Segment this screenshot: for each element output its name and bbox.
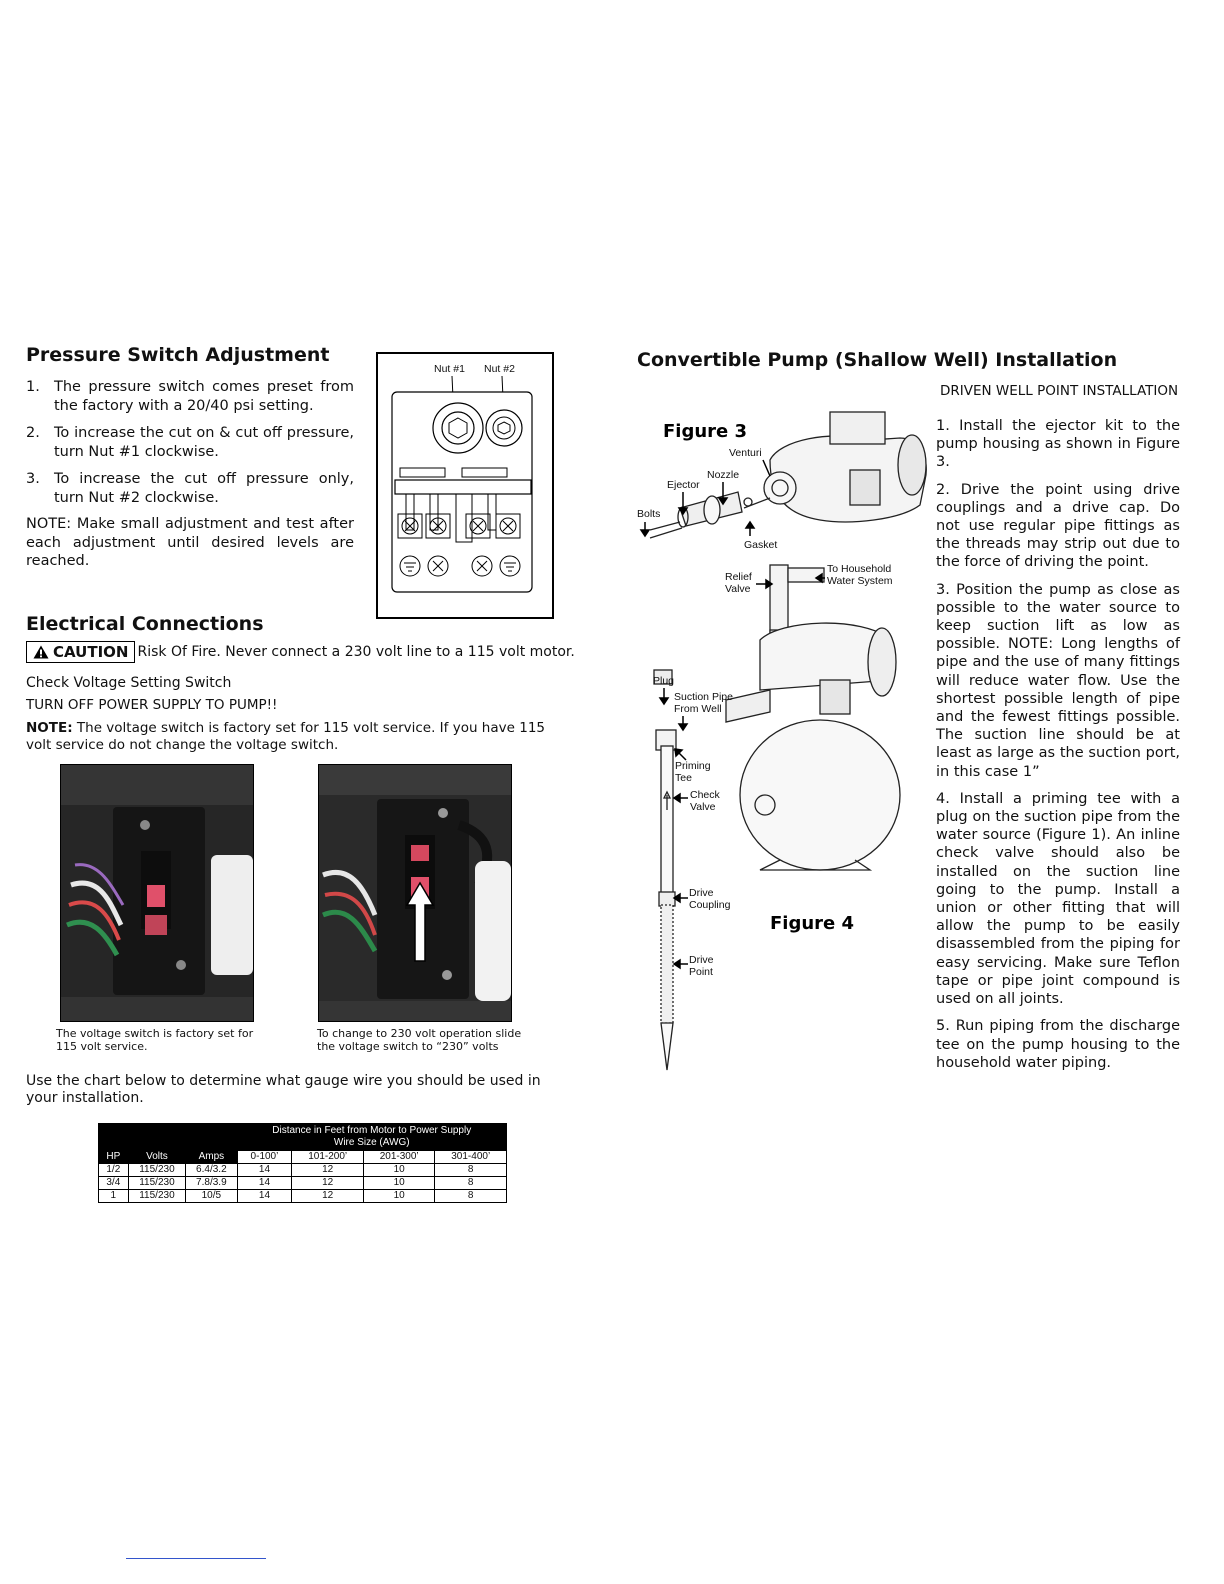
- caution-badge: CAUTION: [26, 641, 135, 663]
- gasket-label: Gasket: [744, 539, 778, 551]
- table-header-distance: Distance in Feet from Motor to Power Supply Wire Size (AWG): [237, 1124, 507, 1151]
- ejector-label: Ejector: [667, 479, 700, 491]
- plug-label: Plug: [653, 675, 675, 687]
- list-item: 1. Install the ejector kit to the pump housing as shown in Figure 3.: [936, 418, 1180, 471]
- photo-115-caption: The voltage switch is factory set for 115 volt service.: [56, 1027, 254, 1053]
- convertible-title: Convertible Pump (Shallow Well) Installation: [637, 349, 1118, 371]
- drive-coupling-label-1: Drive: [689, 887, 714, 899]
- pressure-switch-diagram: [376, 352, 554, 620]
- venturi-label: Venturi: [729, 447, 762, 459]
- priming-label-2: Tee: [675, 772, 692, 784]
- voltage-note: NOTE: The voltage switch is factory set for 115 volt service. If you have 115 volt service do not change the voltage switch.: [26, 720, 545, 753]
- bolts-label: Bolts: [637, 508, 661, 520]
- column-header: 0-100’: [237, 1151, 292, 1164]
- drive-point-label-2: Point: [689, 966, 713, 978]
- nozzle-label: Nozzle: [707, 469, 740, 481]
- figure3-title: Figure 3: [663, 421, 748, 442]
- column-header: Amps: [186, 1151, 237, 1164]
- pressure-switch-title: Pressure Switch Adjustment: [26, 344, 330, 366]
- list-item: 4. Install a priming tee with a plug on the suction pipe from the water source (Figure 1). An inline check valve should also be installed on the suction line going to the pump. Install a union or other fitting that will allow the pump to be easily disassembled from the piping for easy servicing. Make sure Teflon tape or pipe joint compound is used on all joints.: [936, 790, 1180, 1008]
- pressure-switch-steps: [26, 378, 354, 516]
- column-header: 301-400’: [435, 1151, 507, 1164]
- warning-icon: [33, 645, 49, 659]
- turn-off-warning: TURN OFF POWER SUPPLY TO PUMP!!: [26, 697, 278, 713]
- wire-size-table: [98, 1123, 507, 1203]
- installation-steps: [936, 417, 1180, 1081]
- column-header: Volts: [128, 1151, 186, 1164]
- caution-text: Risk Of Fire. Never connect a 230 volt line to a 115 volt motor.: [137, 644, 575, 660]
- column-header: HP: [99, 1151, 129, 1164]
- suction-label-2: From Well: [674, 703, 722, 715]
- relief-label-2: Valve: [725, 583, 751, 595]
- table-header-row: [99, 1151, 507, 1164]
- photo-230-caption: To change to 230 volt operation slide the voltage switch to “230” volts: [317, 1027, 522, 1053]
- household-label-2: Water System: [827, 575, 893, 587]
- nut1-label: Nut #1: [434, 363, 465, 375]
- drive-point-label-1: Drive: [689, 954, 714, 966]
- electrical-title: Electrical Connections: [26, 613, 264, 635]
- pump-installation-figures: [630, 400, 930, 1090]
- list-item: 3. To increase the cut off pressure only, turn Nut #2 clockwise.: [26, 471, 354, 506]
- list-item: 3. Position the pump as close as possible to the water source to keep suction lift as low as possible. NOTE: Long lengths of pipe and the use of many fittings will reduce water flow. Use the shortest possible length of pipe and the fewest fittings possible. The suction line should be at least as large as the suction port, in this case 1”: [936, 581, 1180, 780]
- check-voltage-heading: Check Voltage Setting Switch: [26, 675, 232, 691]
- relief-label-1: Relief: [725, 571, 752, 583]
- check-label-1: Check: [690, 789, 720, 801]
- table-row: 1 115/230 10/5 14 12 10 8: [99, 1190, 507, 1203]
- table-row: 1/2 115/230 6.4/3.2 14 12 10 8: [99, 1164, 507, 1177]
- column-header: 101-200’: [292, 1151, 364, 1164]
- footer-divider: [126, 1558, 266, 1559]
- list-item: 2. Drive the point using drive couplings and a drive cap. Do not use regular pipe fittings as the threads may strip out due to the force of driving the point.: [936, 481, 1180, 571]
- convertible-subtitle: DRIVEN WELL POINT INSTALLATION: [940, 383, 1179, 399]
- check-label-2: Valve: [690, 801, 716, 813]
- household-label-1: To Household: [827, 563, 892, 575]
- nut2-label: Nut #2: [484, 363, 515, 375]
- chart-intro: Use the chart below to determine what gauge wire you should be used in your installation.: [26, 1073, 541, 1106]
- list-item: 2. To increase the cut on & cut off pressure, turn Nut #1 clockwise.: [26, 425, 354, 460]
- caution-line: [26, 641, 575, 663]
- pressure-switch-note: NOTE: Make small adjustment and test after each adjustment until desired levels are reached.: [26, 516, 354, 569]
- priming-label-1: Priming: [675, 760, 711, 772]
- figure4-title: Figure 4: [770, 913, 855, 934]
- column-header: 201-300’: [363, 1151, 435, 1164]
- list-item: 1. The pressure switch comes preset from the factory with a 20/40 psi setting.: [26, 379, 354, 414]
- list-item: 5. Run piping from the discharge tee on the pump housing to the household water piping.: [936, 1018, 1180, 1071]
- suction-label-1: Suction Pipe: [674, 691, 733, 703]
- table-row: 3/4 115/230 7.8/3.9 14 12 10 8: [99, 1177, 507, 1190]
- voltage-switch-photo-230: [318, 764, 512, 1022]
- voltage-switch-photo-115: [60, 764, 254, 1022]
- drive-coupling-label-2: Coupling: [689, 899, 731, 911]
